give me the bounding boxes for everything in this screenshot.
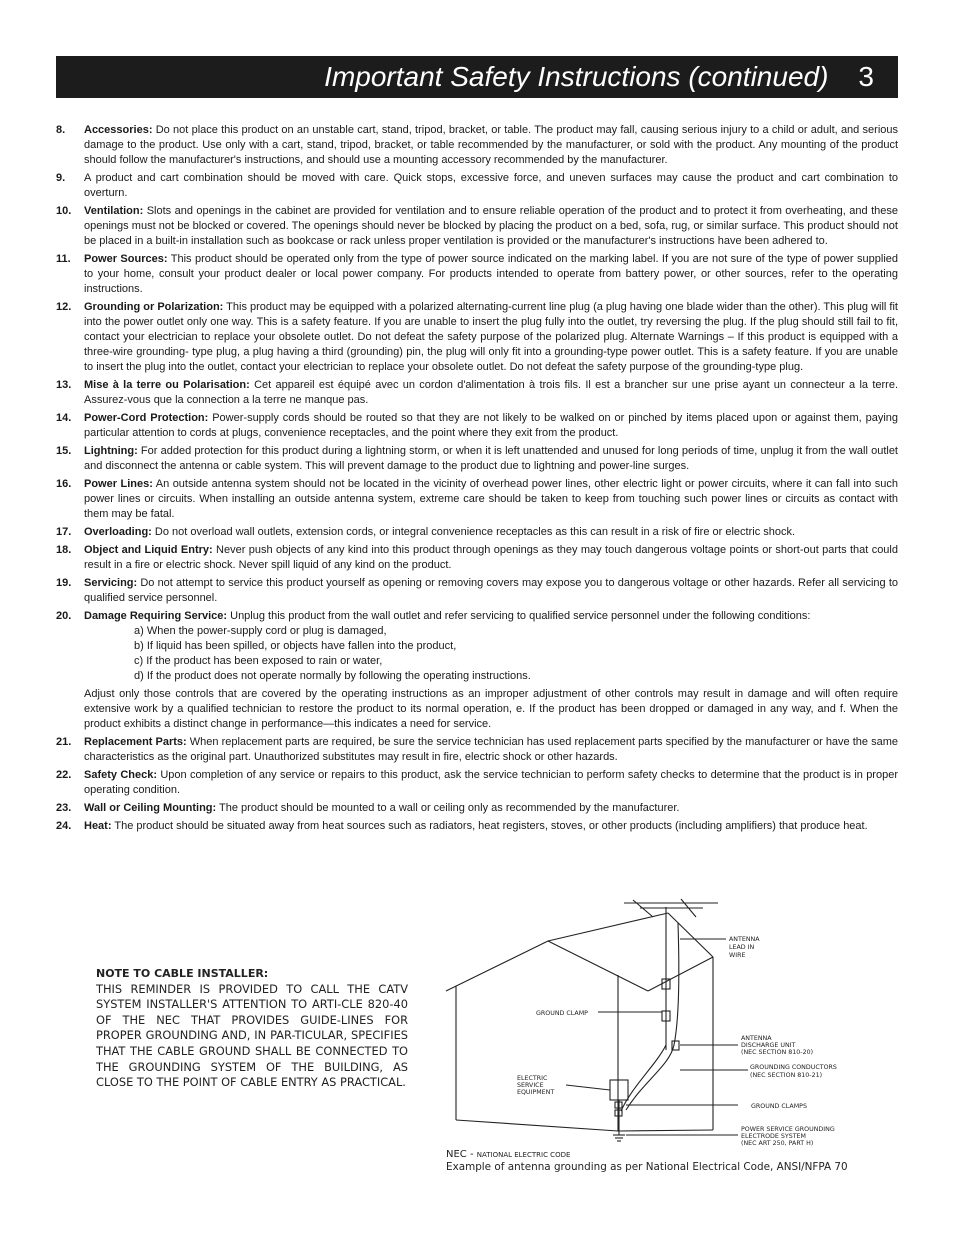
label-ground-clamps: GROUND CLAMPS	[751, 1103, 807, 1110]
item-label: Overloading:	[84, 526, 152, 538]
label-psg-3: (NEC ART 250, PART H)	[741, 1140, 814, 1147]
item-paragraph	[84, 378, 898, 408]
note-body: THIS REMINDER IS PROVIDED TO CALL THE CATV SYSTEM INSTALLER'S ATTENTION TO ARTI-CLE 820-40 OF THE NEC THAT PROVIDES GUIDE-LINES FOR PROPER GROUNDING AND, IN PAR-TICULAR, SPECIFIES THAT THE CABLE GROUND SHALL BE CONNECTED TO THE GROUNDING SYSTEM OF THE BUILDING, AS CLOSE TO THE POINT OF CABLE ENTRY AS PRACTICAL.	[96, 981, 408, 1090]
item-paragraph	[84, 819, 898, 834]
antenna-grounding-diagram	[428, 895, 898, 1160]
list-item	[56, 171, 898, 201]
list-item	[56, 477, 898, 522]
item-number: 24.	[56, 820, 72, 832]
list-item	[56, 543, 898, 573]
page-number: 3	[858, 61, 874, 92]
item-number: 8.	[56, 124, 66, 136]
item-number: 17.	[56, 526, 72, 538]
item-text: The product should be situated away from heat sources such as radiators, heat registers, stoves, or other products (including amplifiers) that produce heat.	[111, 820, 868, 832]
item-paragraph	[84, 609, 898, 624]
list-item	[56, 204, 898, 249]
label-antenna-lead-1: ANTENNA	[729, 936, 760, 943]
item-condition: a) When the power-supply cord or plug is damaged,	[134, 625, 387, 637]
item-number: 13.	[56, 379, 72, 391]
electric-service-box	[610, 1080, 628, 1100]
label-conductors-1: GROUNDING CONDUCTORS	[750, 1064, 837, 1071]
item-number: 16.	[56, 478, 72, 490]
list-item	[56, 300, 898, 375]
list-item	[56, 252, 898, 297]
item-label: Power-Cord Protection:	[84, 412, 209, 424]
item-paragraph	[84, 252, 898, 297]
item-label: Grounding or Polarization:	[84, 301, 224, 313]
item-number: 19.	[56, 577, 72, 589]
item-label: Object and Liquid Entry:	[84, 544, 213, 556]
item-paragraph	[84, 204, 898, 249]
list-item	[56, 123, 898, 168]
label-discharge-3: (NEC SECTION 810-20)	[741, 1049, 814, 1056]
title-text: Important Safety Instructions (continued)	[324, 61, 829, 92]
label-psg-2: ELECTRODE SYSTEM	[741, 1133, 806, 1140]
item-text: The product should be mounted to a wall or ceiling only as recommended by the manufacturer.	[216, 802, 680, 814]
item-number: 14.	[56, 412, 72, 424]
note-title: NOTE TO CABLE INSTALLER:	[96, 967, 269, 980]
item-text: Never push objects of any kind into this product through openings as they may touch dangerous voltage points or short-out parts that could result in a fire or electric shock. Never spill liquid of any kind on the product.	[84, 544, 898, 571]
item-text: Do not attempt to service this product yourself as opening or removing covers may expose you to dangerous voltage or other hazards. Refer all servicing to qualified service personnel.	[84, 577, 898, 604]
item-text: When replacement parts are required, be sure the service technician has used replacement parts specified by the manufacturer or have the same characteristics as the original part. Unauthorized substitutes may result in fire, electric shock or other hazards.	[84, 736, 898, 763]
item-label: Lightning:	[84, 445, 138, 457]
label-psg-1: POWER SERVICE GROUNDING	[741, 1126, 835, 1133]
item-label: Safety Check:	[84, 769, 158, 781]
label-discharge-1: ANTENNA	[741, 1035, 772, 1042]
item-label: Ventilation:	[84, 205, 144, 217]
item-paragraph	[84, 576, 898, 606]
item-text: A product and cart combination should be moved with care. Quick stops, excessive force, and uneven surfaces may cause the product and cart combination to overturn.	[84, 172, 898, 199]
nec-note	[446, 1149, 570, 1160]
instruction-list	[56, 123, 898, 837]
item-label: Power Lines:	[84, 478, 153, 490]
item-label: Power Sources:	[84, 253, 168, 265]
header-bar	[56, 56, 898, 98]
item-number: 22.	[56, 769, 72, 781]
list-item	[56, 735, 898, 765]
label-electric-2: SERVICE	[517, 1082, 544, 1089]
item-number: 20.	[56, 610, 72, 622]
item-number: 15.	[56, 445, 72, 457]
item-text: For added protection for this product during a lightning storm, or when it is left unattended and unused for long periods of time, unplug it from the wall outlet and disconnect the antenna or cable system. This will prevent damage to the product due to lightning and power-line surges.	[84, 445, 898, 472]
label-ground-clamp: GROUND CLAMP	[536, 1010, 588, 1017]
list-item	[56, 609, 898, 732]
item-text: Do not place this product on an unstable cart, stand, tripod, bracket, or table. The product may fall, causing serious injury to a child or adult, and serious damage to the product. Use only with a cart, stand, tripod, bracket, or table recommended by the manufacturer, or sold with the product. Any mounting of the product should follow the manufacturer's instructions, and should use a mounting accessory recommended by the manufacturer.	[84, 124, 898, 166]
list-item	[56, 576, 898, 606]
item-paragraph	[84, 543, 898, 573]
item-label: Mise à la terre ou Polarisation:	[84, 379, 250, 391]
item-condition: c) If the product has been exposed to rain or water,	[134, 655, 383, 667]
label-discharge-2: DISCHARGE UNIT	[741, 1042, 796, 1049]
label-antenna-lead-3: WIRE	[729, 952, 746, 959]
item-paragraph	[84, 123, 898, 168]
list-item	[56, 525, 898, 540]
item-label: Heat:	[84, 820, 112, 832]
item-number: 9.	[56, 172, 66, 184]
diagram-caption: Example of antenna grounding as per National Electrical Code, ANSI/NFPA 70	[446, 1161, 848, 1173]
label-antenna-lead-2: LEAD IN	[729, 944, 755, 951]
item-paragraph	[84, 525, 898, 540]
nec-name: NATIONAL ELECTRIC CODE	[476, 1151, 571, 1159]
item-paragraph	[84, 171, 898, 201]
item-number: 12.	[56, 301, 72, 313]
item-label: Accessories:	[84, 124, 153, 136]
label-conductors-2: (NEC SECTION 810-21)	[750, 1072, 823, 1079]
item-text: An outside antenna system should not be located in the vicinity of overhead power lines, other electric light or power circuits, where it can fall into such power lines or circuits. When installing an outside antenna system, extreme care should be taken to keep from touching such power lines or circuits as contact with them may be fatal.	[84, 478, 898, 520]
item-number: 18.	[56, 544, 72, 556]
item-condition: b) If liquid has been spilled, or objects have fallen into the product,	[134, 640, 457, 652]
item-condition: d) If the product does not operate normally by following the operating instructions.	[134, 670, 531, 682]
item-text: Unplug this product from the wall outlet and refer servicing to qualified service personnel under the following conditions:	[227, 610, 811, 622]
label-electric-3: EQUIPMENT	[517, 1089, 555, 1096]
item-paragraph	[84, 411, 898, 441]
list-item	[56, 819, 898, 834]
item-paragraph	[84, 735, 898, 765]
item-text: This product should be operated only from the type of power source indicated on the marking label. If you are not sure of the type of power supplied to your home, consult your product dealer or local power company. For products intended to operate from battery power, or other sources, refer to the operating instructions.	[84, 253, 898, 295]
list-item	[56, 444, 898, 474]
list-item	[56, 801, 898, 816]
item-text: Cet appareil est équipé avec un cordon d'alimentation à trois fils. Il est a brancher sur une prise ayant un connecteur a la terre. Assurez-vous que la connection a la terre ne manque pas.	[84, 379, 898, 406]
item-number: 10.	[56, 205, 72, 217]
item-label: Replacement Parts:	[84, 736, 187, 748]
item-text: This product may be equipped with a polarized alternating-current line plug (a plug having one blade wider than the other). This plug will fit into the power outlet only one way. This is a safety feature. If you are unable to insert the plug fully into the outlet, try reversing the plug. If the plug should still fail to fit, contact your electrician to replace your obsolete outlet. Do not defeat the safety purpose of the polarized plug. Alternate Warnings – If this product is equipped with a three-wire grounding- type plug, a plug having a third (grounding) pin, the plug will only fit into a grounding-type power outlet. This is a safety feature. If you are unable to insert the plug into the outlet, contact your electrician to replace your obsolete outlet. Do not defeat the safety purpose of the grounding-type plug.	[84, 301, 898, 373]
nec-prefix: NEC -	[446, 1149, 477, 1160]
item-paragraph	[84, 477, 898, 522]
item-number: 21.	[56, 736, 72, 748]
item-paragraph	[84, 768, 898, 798]
label-electric-1: ELECTRIC	[517, 1075, 548, 1082]
item-paragraph	[84, 300, 898, 375]
page-title	[324, 60, 874, 94]
item-followup: Adjust only those controls that are covered by the operating instructions as an improper adjustment of other controls may result in damage and will often require extensive work by a qualified technician to restore the product to its normal operation, e. If the product has been dropped or damaged in any way, and f. When the product exhibits a distinct change in performance—this indicates a need for service.	[84, 688, 898, 730]
cable-installer-note	[96, 966, 408, 1091]
item-text: Power-supply cords should be routed so that they are not likely to be walked on or pinched by items placed upon or against them, paying particular attention to cords at plugs, convenience receptacles, and the point where they exit from the product.	[84, 412, 898, 439]
item-label: Servicing:	[84, 577, 138, 589]
item-label: Damage Requiring Service:	[84, 610, 228, 622]
list-item	[56, 378, 898, 408]
item-number: 23.	[56, 802, 72, 814]
list-item	[56, 411, 898, 441]
item-number: 11.	[56, 253, 71, 265]
lead-in-wire	[626, 923, 679, 1110]
item-paragraph	[84, 801, 898, 816]
item-text: Do not overload wall outlets, extension cords, or integral convenience receptacles as this can result in a risk of fire or electric shock.	[151, 526, 796, 538]
item-text: Slots and openings in the cabinet are provided for ventilation and to ensure reliable operation of the product and to protect it from overheating, and these openings must not be blocked or covered. The openings should never be blocked by placing the product on a bed, sofa, rug, or similar surface. This product should not be placed in a built-in installation such as bookcase or rack unless proper ventilation is provided or the manufacturer's instructions have been adhered to.	[84, 205, 898, 247]
item-label: Wall or Ceiling Mounting:	[84, 802, 217, 814]
item-text: Upon completion of any service or repairs to this product, ask the service technician to perform safety checks to determine that the product is in proper operating condition.	[84, 769, 898, 796]
item-paragraph	[84, 444, 898, 474]
list-item	[56, 768, 898, 798]
